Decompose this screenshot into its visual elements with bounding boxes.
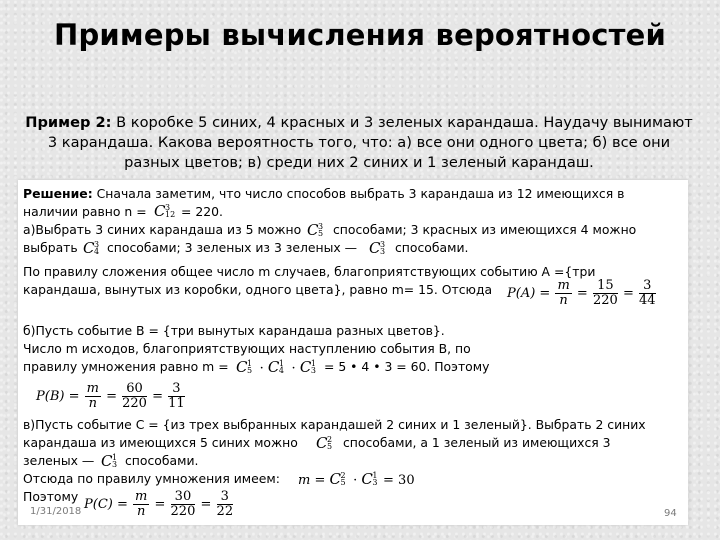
solution-line-6: карандаша, вынутых из коробки, одного цвета}, равно m= 15. Отсюда [23,282,493,297]
formula-c-12-3: C 3 12 [154,202,176,220]
problem-label: Пример 2: [25,114,112,131]
solution-line-1 [23,186,624,201]
formula-m-b: C 1 5 · C 1 4 · C 1 3 [236,358,316,376]
solution-line-2b: = 220. [181,204,223,219]
solution-line-13: Отсюда по правилу умножения имеем: [23,471,280,486]
formula-c-3-3: C 3 3 [369,239,386,257]
formula-c-3-1: C 1 3 [101,452,118,470]
solution-line-12b: способами. [125,453,199,468]
solution-line-4c: способами. [395,240,469,255]
solution-line-5: По правилу сложения общее число m случаев, благоприятствующих событию А ={три [23,264,596,279]
solution-line-8: Число m исходов, благоприятствующих наступлению события В, по [23,341,471,356]
formula-p-a: P(A) = $\frac{m}{n}$ = $\frac{15}{220}$ = $\frac{3}{44}$ [507,278,656,308]
solution-line-4b: способами; 3 зеленых из 3 зеленых — [107,240,358,255]
solution-line-9b: = 5 • 4 • 3 = 60. Поэтому [324,359,490,374]
problem-line-1-text: В коробке 5 синих, 4 красных и 3 зеленых карандаша. Наудачу вынимают [111,114,693,131]
formula-p-b: P(B) = $\frac{m}{n}$ = $\frac{60}{220}$ = $\frac{3}{11}$ [36,381,185,411]
problem-line-3: разных цветов; в) среди них 2 синих и 1 зеленый карандаш. [124,154,594,171]
solution-line-3a: а)Выбрать 3 синих карандаша из 5 можно [23,222,302,237]
formula-m-c: m = C 2 5 · C 1 3 = 30 [298,470,415,488]
formula-c-5-3: C 3 5 [307,221,324,239]
solution-line-11a: карандаша из имеющихся 5 синих можно [23,435,298,450]
solution-line-3b: способами; 3 красных из имеющихся 4 можно [333,222,637,237]
solution-line-11b: способами, а 1 зеленый из имеющихся 3 [343,435,611,450]
solution-line-12a: зеленых — [23,453,95,468]
solution-line-2a: наличии равно n = [23,204,147,219]
slide-page-number: 94 [664,508,677,519]
solution-line-14: Поэтому [23,489,79,504]
solution-line-1-text: Сначала заметим, что число способов выбрать 3 карандаша из 12 имеющихся в [92,186,625,201]
solution-line-7: б)Пусть событие В = {три вынутых карандаша разных цветов}. [23,323,445,338]
slide-title: Примеры вычисления вероятностей [53,18,667,52]
solution-box [18,180,688,525]
solution-line-9a: правилу умножения равно m = [23,359,229,374]
formula-p-c: P(C) = $\frac{m}{n}$ = $\frac{30}{220}$ = $\frac{3}{22}$ [84,489,234,519]
slide-date: 1/31/2018 [30,506,82,517]
solution-line-10: в)Пусть событие С = {из трех выбранных карандашей 2 синих и 1 зеленый}. Выбрать 2 синих [23,417,646,432]
problem-statement [12,113,706,173]
formula-c-5-2: C 2 5 [316,434,333,452]
formula-c-4-3: C 3 4 [83,239,100,257]
problem-line-2: 3 карандаша. Какова вероятность того, что: а) все они одного цвета; б) все они [47,134,671,151]
solution-line-4a: выбрать [23,240,78,255]
problem-line-1 [12,113,706,133]
solution-label: Решение: [23,186,93,201]
